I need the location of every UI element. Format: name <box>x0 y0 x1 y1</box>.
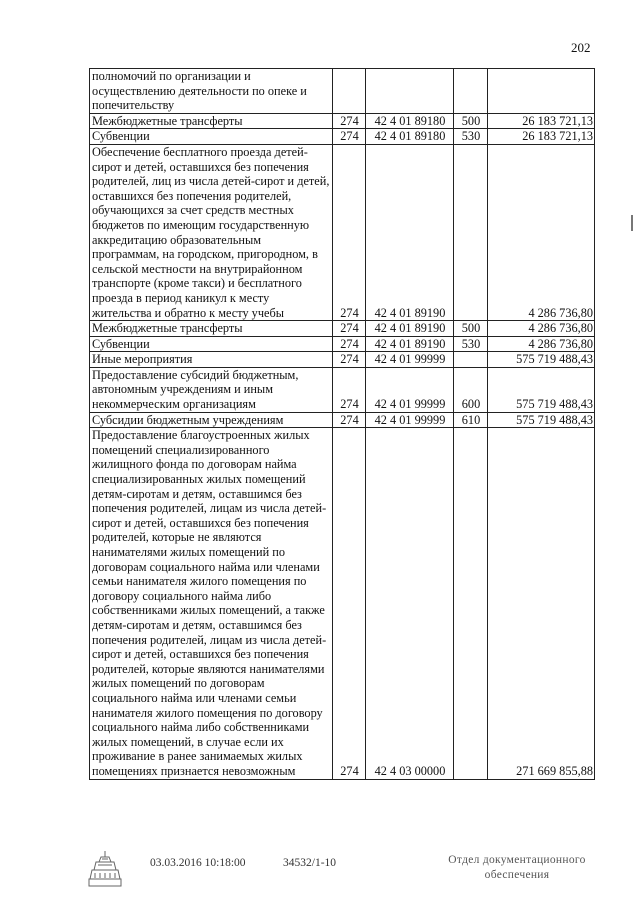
row-name: Предоставление субсидий бюджетным, автономным учреждениям и иным некоммерческим организациям <box>90 367 333 412</box>
footer-datetime: 03.03.2016 10:18:00 <box>150 857 246 869</box>
table-row <box>90 321 595 337</box>
emblem-stamp-icon <box>86 848 124 890</box>
row-cs-code: 42 4 01 89190 <box>366 144 454 320</box>
row-vr-code <box>454 352 488 368</box>
row-amount: 271 669 855,88 <box>488 428 595 779</box>
row-name: Иные мероприятия <box>90 352 333 368</box>
row-gr-code: 274 <box>333 367 366 412</box>
row-gr-code: 274 <box>333 321 366 337</box>
table-row <box>90 69 595 114</box>
row-gr-code: 274 <box>333 412 366 428</box>
footer-doc-number: 34532/1-10 <box>283 857 337 869</box>
row-gr-code: 274 <box>333 336 366 352</box>
row-vr-code: 610 <box>454 412 488 428</box>
row-vr-code <box>454 428 488 779</box>
row-gr-code: 274 <box>333 113 366 129</box>
table-row <box>90 336 595 352</box>
row-vr-code: 600 <box>454 367 488 412</box>
row-name: Предоставление благоустроенных жилых помещений специализированного жилищного фонда по договорам найма специализированных жилых помещений детям-сиротам и детям, оставшимся без попечения родителей, лицам из числа детей-сирот и детей, оставшихся без попечения родителей, которые не являются нанимателями жилых помещений по договорам социального найма или членами семьи нанимателя жилого помещения по договору социального найма либо собственниками жилых помещений, а также детям-сиротам и детям, оставшимся без попечения родителей, лицам из числа детей-сирот и детей, оставшихся без попечения родителей, которые являются нанимателями жилых помещений по договорам социального найма или членами семьи нанимателя жилого помещения по договору социального найма либо собственниками жилых помещений, в случае если их проживание в ранее занимаемых жилых помещениях признается невозможным <box>90 428 333 779</box>
row-vr-code: 500 <box>454 113 488 129</box>
row-cs-code: 42 4 03 00000 <box>366 428 454 779</box>
row-vr-code: 500 <box>454 321 488 337</box>
row-name: Межбюджетные трансферты <box>90 113 333 129</box>
table-row <box>90 113 595 129</box>
row-name: Обеспечение бесплатного проезда детей-сирот и детей, оставшихся без попечения родителей, лиц из числа детей-сирот и детей, оставшихся без попечения родителей, обучающихся за счет средств местных бюджетов по имеющим государственную аккредитацию образовательным программам, на городском, пригородном, в сельской местности на внутрирайонном транспорте (кроме такси) и бесплатного проезда в период каникул к месту жительства и обратно к месту учебы <box>90 144 333 320</box>
row-vr-code: 530 <box>454 129 488 145</box>
row-cs-code: 42 4 01 89190 <box>366 321 454 337</box>
row-gr-code <box>333 69 366 114</box>
row-amount: 26 183 721,13 <box>488 129 595 145</box>
table-row <box>90 352 595 368</box>
row-gr-code: 274 <box>333 428 366 779</box>
row-amount: 4 286 736,80 <box>488 336 595 352</box>
row-amount: 26 183 721,13 <box>488 113 595 129</box>
table-row <box>90 129 595 145</box>
row-cs-code: 42 4 01 89190 <box>366 336 454 352</box>
row-gr-code: 274 <box>333 352 366 368</box>
row-name: Субвенции <box>90 336 333 352</box>
row-cs-code: 42 4 01 89180 <box>366 129 454 145</box>
row-amount: 575 719 488,43 <box>488 367 595 412</box>
row-amount: 575 719 488,43 <box>488 352 595 368</box>
row-name: полномочий по организации и осуществлению деятельности по опеке и попечительству <box>90 69 333 114</box>
row-vr-code <box>454 144 488 320</box>
page-number: 202 <box>571 40 591 55</box>
row-cs-code: 42 4 01 99999 <box>366 412 454 428</box>
table-row <box>90 428 595 779</box>
table-row <box>90 367 595 412</box>
department-note: Отдел документационного обеспечения <box>448 854 586 881</box>
edge-mark <box>631 215 633 231</box>
table-row <box>90 412 595 428</box>
row-vr-code: 530 <box>454 336 488 352</box>
row-vr-code <box>454 69 488 114</box>
row-gr-code: 274 <box>333 144 366 320</box>
budget-table <box>89 68 595 780</box>
row-name: Межбюджетные трансферты <box>90 321 333 337</box>
budget-table-body <box>90 69 595 780</box>
row-amount: 4 286 736,80 <box>488 321 595 337</box>
row-cs-code: 42 4 01 99999 <box>366 367 454 412</box>
row-name: Субвенции <box>90 129 333 145</box>
table-row <box>90 144 595 320</box>
row-cs-code: 42 4 01 89180 <box>366 113 454 129</box>
row-cs-code <box>366 69 454 114</box>
row-amount <box>488 69 595 114</box>
row-gr-code: 274 <box>333 129 366 145</box>
row-amount: 575 719 488,43 <box>488 412 595 428</box>
row-name: Субсидии бюджетным учреждениям <box>90 412 333 428</box>
row-amount: 4 286 736,80 <box>488 144 595 320</box>
row-cs-code: 42 4 01 99999 <box>366 352 454 368</box>
